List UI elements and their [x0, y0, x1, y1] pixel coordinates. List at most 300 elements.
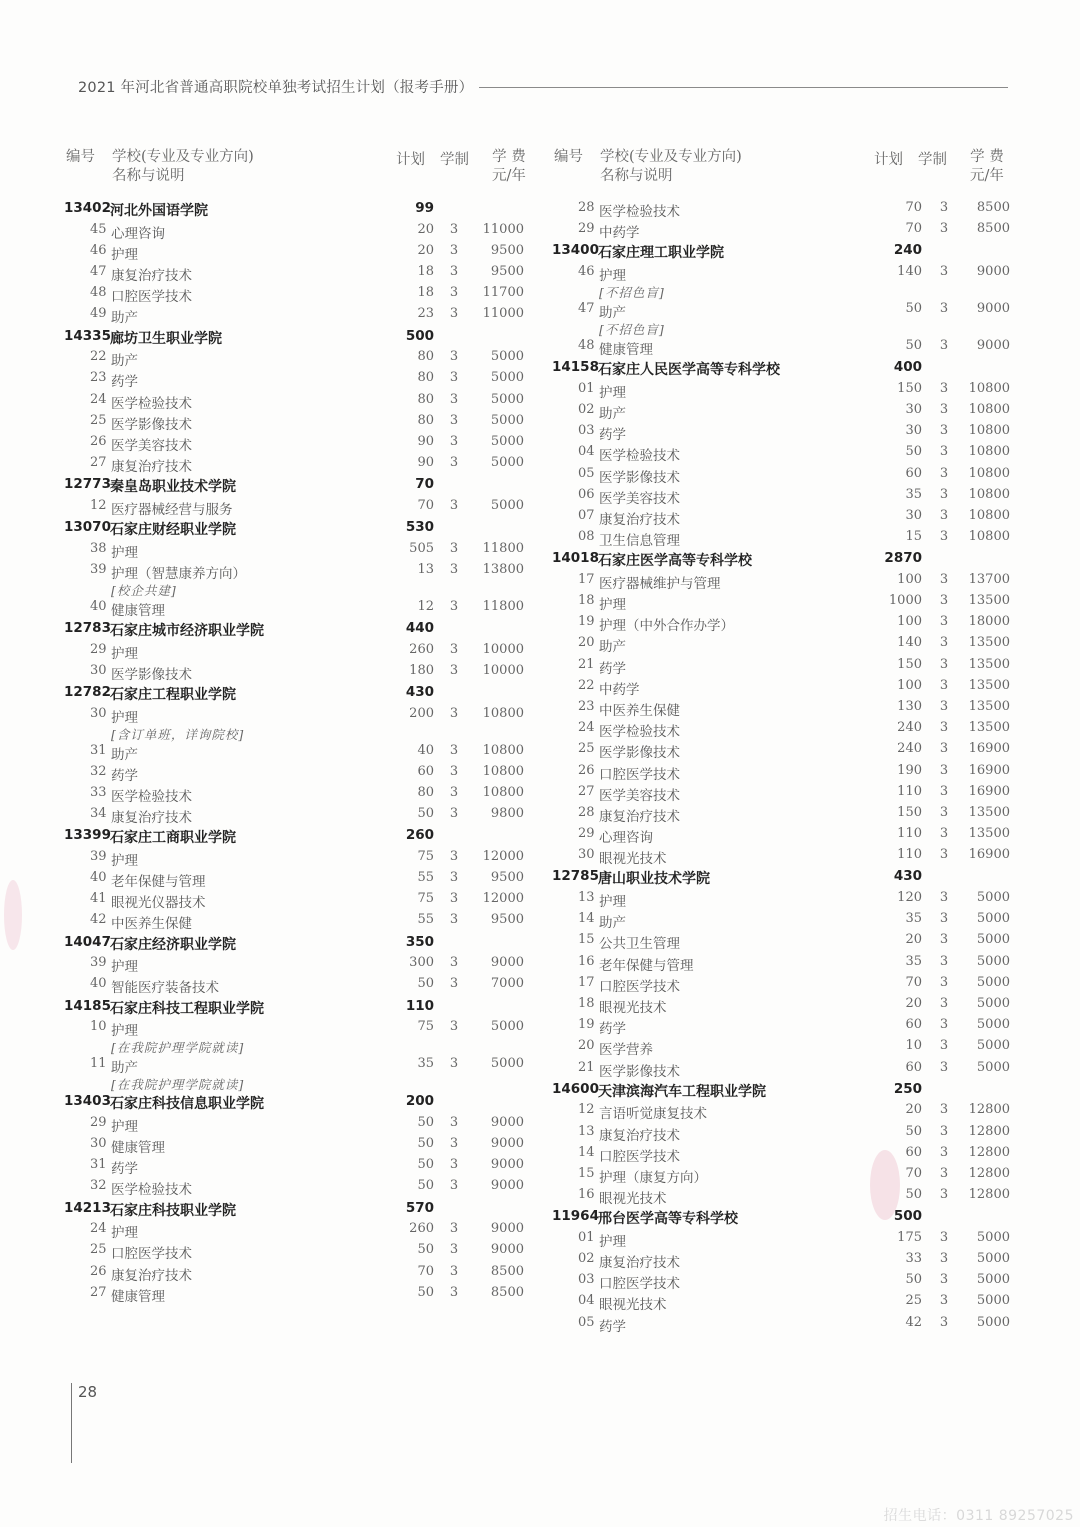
major-row: [64, 1019, 536, 1056]
major-plan: 120: [897, 890, 922, 906]
major-name: 助产: [599, 304, 626, 321]
major-code: 26: [578, 762, 595, 778]
major-row: [552, 1017, 1022, 1038]
scan-stain: [870, 1150, 900, 1220]
major-name: 医学美容技术: [599, 787, 680, 804]
major-row: [64, 392, 536, 413]
major-code: 29: [578, 221, 595, 237]
major-fee: 7000: [490, 976, 524, 992]
major-code: 19: [578, 614, 595, 630]
major-name: 护理: [111, 709, 138, 726]
major-code: 28: [578, 200, 595, 215]
major-years: 3: [449, 763, 459, 779]
major-name: 口腔医学技术: [599, 1276, 680, 1293]
major-name: 康复治疗技术: [599, 511, 680, 528]
major-name: 助产: [111, 310, 138, 327]
major-name: 健康管理: [111, 1140, 165, 1156]
major-code: 14: [578, 911, 595, 927]
major-fee: 9000: [976, 300, 1010, 316]
major-name: 中医养生保健: [599, 702, 680, 719]
major-plan: 55: [417, 870, 434, 886]
major-code: 39: [90, 561, 107, 577]
major-fee: 8500: [490, 1284, 524, 1300]
major-fee: 5000: [976, 932, 1010, 948]
major-code: 18: [578, 593, 595, 609]
school-code: 13403: [64, 1093, 111, 1110]
major-plan: 18: [417, 285, 434, 301]
major-row: [64, 891, 536, 912]
school-total-plan: 260: [405, 827, 434, 844]
major-code: 08: [578, 529, 595, 545]
school-total-plan: 440: [405, 620, 434, 636]
header-name: 学校(专业及专业方向) 名称与说明: [600, 149, 742, 184]
major-name: 护理: [111, 1118, 138, 1135]
major-name: 护理: [111, 1023, 138, 1040]
major-fee: 16900: [968, 741, 1010, 757]
major-row: [64, 1136, 536, 1157]
major-years: 3: [939, 656, 949, 672]
major-code: 39: [90, 955, 107, 971]
major-name: 医学影像技术: [111, 416, 192, 433]
major-row: [64, 764, 536, 785]
school-total-plan: 350: [405, 933, 434, 950]
major-name: 医学营养: [599, 1042, 653, 1059]
major-fee: 5000: [976, 1251, 1010, 1267]
school-name: 石家庄科技工程职业学院: [110, 1000, 264, 1017]
major-name: 健康管理: [599, 341, 653, 358]
major-name: 护理: [111, 246, 138, 263]
major-plan: 300: [409, 955, 434, 971]
major-fee: 5000: [490, 370, 524, 386]
school-total-plan: 2870: [884, 550, 922, 567]
major-row: [552, 741, 1022, 762]
major-code: 04: [578, 444, 595, 460]
major-plan: 50: [417, 1178, 434, 1194]
school-row: [64, 934, 536, 956]
major-name: 卫生信息管理: [599, 533, 680, 550]
major-fee: 8500: [976, 221, 1010, 237]
major-name: 护理: [599, 267, 626, 284]
major-code: 32: [90, 763, 107, 779]
school-total-plan: 500: [893, 1208, 922, 1225]
major-fee: 13800: [482, 561, 524, 577]
school-code: 14158: [552, 359, 599, 376]
major-plan: 60: [905, 1017, 922, 1033]
major-years: 3: [449, 806, 459, 822]
major-fee: 13500: [968, 635, 1010, 651]
major-years: 3: [939, 974, 949, 990]
major-name: 公共卫生管理: [599, 936, 680, 953]
major-plan: 110: [897, 783, 922, 799]
major-row: [64, 306, 536, 327]
major-years: 3: [939, 614, 949, 630]
major-row: [64, 562, 536, 599]
school-row: [552, 868, 1022, 890]
major-years: 3: [939, 804, 949, 820]
major-name: 护理: [111, 544, 138, 561]
major-years: 3: [449, 412, 459, 428]
major-row: [64, 455, 536, 476]
school-name: 石家庄工程职业学院: [110, 686, 236, 703]
school-row: [64, 476, 536, 498]
major-fee: 16900: [968, 783, 1010, 799]
major-fee: 10800: [968, 380, 1010, 396]
major-name: 医学检验技术: [111, 395, 192, 412]
major-plan: 30: [905, 423, 922, 439]
major-fee: 10000: [482, 641, 524, 657]
major-code: 32: [90, 1178, 107, 1194]
school-code: 12783: [64, 620, 111, 636]
major-code: 47: [90, 263, 107, 279]
major-plan: 190: [897, 762, 922, 778]
major-fee: 12800: [968, 1165, 1010, 1181]
major-years: 3: [939, 698, 949, 714]
major-years: 3: [939, 996, 949, 1011]
major-plan: 130: [897, 698, 922, 714]
major-plan: 55: [417, 912, 434, 928]
major-name: 护理: [111, 1225, 138, 1242]
school-code: 12785: [552, 868, 599, 885]
major-row: [64, 663, 536, 684]
major-code: 11: [90, 1056, 107, 1072]
major-code: 14: [578, 1144, 595, 1160]
major-row: [64, 1157, 536, 1178]
major-row: [64, 870, 536, 891]
major-row: [64, 1221, 536, 1242]
right-column: [552, 146, 1022, 1336]
major-code: 15: [578, 932, 595, 948]
major-fee: 11000: [482, 221, 524, 237]
header-rule: [479, 87, 1008, 88]
major-row: [552, 699, 1022, 720]
major-name: 口腔医学技术: [599, 978, 680, 995]
major-name: 眼视光技术: [599, 1191, 667, 1208]
school-name: 石家庄人民医学高等专科学校: [598, 362, 780, 379]
major-name: 眼视光技术: [599, 1297, 667, 1314]
major-code: 46: [90, 242, 107, 258]
school-code: 13399: [64, 827, 111, 844]
major-years: 3: [939, 571, 949, 587]
major-plan: 33: [905, 1251, 922, 1267]
major-name: 医学影像技术: [599, 469, 680, 486]
major-code: 18: [578, 996, 595, 1011]
school-total-plan: 250: [893, 1080, 922, 1097]
major-plan: 90: [417, 433, 434, 449]
major-name: 护理（智慧康养方向）: [111, 565, 246, 582]
major-row: [64, 849, 536, 870]
major-plan: 505: [409, 540, 434, 556]
major-plan: 20: [905, 996, 922, 1011]
major-row: [552, 529, 1022, 550]
major-code: 27: [578, 783, 595, 799]
major-code: 27: [90, 1284, 107, 1300]
header-fee: 学 费 元/年: [492, 149, 526, 184]
major-years: 3: [939, 1314, 949, 1330]
major-years: 3: [449, 370, 459, 386]
major-plan: 175: [897, 1229, 922, 1245]
school-name: 石家庄医学高等专科学校: [598, 553, 752, 570]
major-name: 医学影像技术: [111, 666, 192, 683]
major-row: [552, 402, 1022, 423]
major-name: 医学影像技术: [599, 745, 680, 762]
major-row: [64, 1115, 536, 1136]
major-plan: 50: [417, 806, 434, 822]
major-years: 3: [939, 200, 949, 215]
major-code: 07: [578, 507, 595, 523]
major-code: 30: [90, 662, 107, 678]
major-name: 助产: [111, 353, 138, 370]
major-code: 23: [90, 370, 107, 386]
major-code: 25: [90, 412, 107, 428]
major-fee: 5000: [490, 412, 524, 428]
major-fee: 9000: [490, 955, 524, 971]
major-fee: 13500: [968, 593, 1010, 609]
major-years: 3: [939, 677, 949, 693]
major-fee: 5000: [490, 433, 524, 449]
major-row: [552, 932, 1022, 953]
header-fee: 学 费 元/年: [970, 149, 1004, 184]
major-fee: 13500: [968, 720, 1010, 736]
major-name: 药学: [599, 1021, 626, 1038]
left-column: [64, 146, 536, 1306]
major-name: 医学美容技术: [599, 490, 680, 507]
major-row: [552, 466, 1022, 487]
major-name: 护理: [111, 959, 138, 976]
major-plan: 150: [897, 804, 922, 820]
major-row: [552, 1315, 1022, 1336]
major-name: 护理: [111, 852, 138, 869]
major-years: 3: [449, 1019, 459, 1035]
major-plan: 50: [417, 1157, 434, 1173]
header-years: 学制: [440, 152, 469, 168]
major-fee: 5000: [976, 1038, 1010, 1054]
major-fee: 11000: [482, 306, 524, 322]
major-plan: 50: [417, 1114, 434, 1130]
major-years: 3: [939, 720, 949, 736]
major-name: 助产: [111, 746, 138, 763]
major-plan: 20: [417, 242, 434, 258]
major-row: [552, 444, 1022, 465]
school-row: [64, 998, 536, 1020]
school-row: [64, 1200, 536, 1222]
major-years: 3: [449, 641, 459, 657]
major-fee: 9000: [490, 1136, 524, 1151]
school-name: 石家庄经济职业学院: [110, 936, 236, 953]
major-years: 3: [939, 932, 949, 948]
major-row: [552, 1038, 1022, 1059]
school-row: [64, 827, 536, 849]
major-code: 25: [90, 1242, 107, 1258]
major-years: 3: [449, 891, 459, 907]
major-row: [64, 976, 536, 997]
major-fee: 10800: [968, 529, 1010, 545]
major-fee: 10800: [968, 507, 1010, 523]
major-fee: 13500: [968, 698, 1010, 714]
major-years: 3: [449, 598, 459, 614]
major-code: 02: [578, 1251, 595, 1267]
major-code: 01: [578, 1229, 595, 1245]
school-code: 14335: [64, 327, 111, 344]
major-note: [在我院护理学院就读]: [111, 1077, 245, 1093]
major-row: [552, 805, 1022, 826]
major-years: 3: [939, 847, 949, 863]
major-name: 医学美容技术: [111, 437, 192, 454]
major-plan: 75: [417, 1019, 434, 1035]
major-fee: 5000: [490, 1056, 524, 1072]
school-row: [64, 200, 536, 222]
major-fee: 11800: [482, 598, 524, 614]
major-row: [552, 1230, 1022, 1251]
major-code: 29: [90, 1114, 107, 1130]
major-plan: 260: [409, 1221, 434, 1237]
major-code: 45: [90, 221, 107, 237]
major-note: [不招色盲]: [599, 321, 665, 337]
major-years: 3: [449, 221, 459, 237]
school-code: 13402: [64, 200, 111, 216]
major-fee: 5000: [490, 391, 524, 407]
major-code: 40: [90, 870, 107, 886]
major-name: 医学影像技术: [599, 1063, 680, 1080]
major-plan: 80: [417, 370, 434, 386]
major-code: 05: [578, 1314, 595, 1330]
major-row: [552, 763, 1022, 784]
major-row: [64, 1242, 536, 1263]
major-name: 医疗器械维护与管理: [599, 575, 721, 592]
major-name: 健康管理: [111, 1288, 165, 1305]
major-code: 12: [90, 497, 107, 513]
major-plan: 70: [905, 1165, 922, 1181]
major-fee: 9000: [490, 1242, 524, 1258]
major-fee: 5000: [490, 349, 524, 365]
major-fee: 9000: [490, 1178, 524, 1194]
major-fee: 9000: [490, 1221, 524, 1237]
major-plan: 20: [417, 221, 434, 237]
major-name: 口腔医学技术: [111, 1246, 192, 1263]
major-row: [64, 285, 536, 306]
major-row: [552, 221, 1022, 242]
major-plan: 70: [417, 497, 434, 513]
major-code: 46: [578, 263, 595, 279]
school-code: 12773: [64, 476, 111, 493]
major-row: [64, 413, 536, 434]
major-code: 16: [578, 1187, 595, 1203]
major-plan: 35: [905, 953, 922, 969]
major-note: [不招色盲]: [599, 284, 665, 300]
header-plan: 计划: [874, 152, 903, 168]
major-fee: 5000: [976, 1314, 1010, 1330]
major-name: 医学检验技术: [599, 724, 680, 741]
major-fee: 9000: [490, 1157, 524, 1173]
school-total-plan: 570: [405, 1199, 434, 1216]
major-fee: 5000: [976, 974, 1010, 990]
major-row: [64, 541, 536, 562]
school-code: 14185: [64, 997, 111, 1014]
major-plan: 50: [905, 1272, 922, 1288]
header-code: 编号: [554, 149, 583, 165]
major-plan: 240: [897, 720, 922, 736]
major-plan: 80: [417, 412, 434, 428]
major-row: [552, 1102, 1022, 1123]
major-years: 3: [939, 401, 949, 417]
major-row: [64, 912, 536, 933]
major-years: 3: [449, 349, 459, 365]
major-fee: 13500: [968, 826, 1010, 842]
major-code: 21: [578, 656, 595, 672]
major-name: 康复治疗技术: [599, 808, 680, 825]
major-plan: 140: [897, 635, 922, 651]
major-name: 康复治疗技术: [111, 267, 192, 284]
major-code: 31: [90, 742, 107, 758]
major-fee: 9500: [490, 912, 524, 928]
major-code: 22: [578, 677, 595, 693]
major-code: 27: [90, 455, 107, 471]
major-row: [552, 1187, 1022, 1208]
major-fee: 12000: [482, 848, 524, 864]
major-plan: 100: [897, 614, 922, 630]
major-name: 医学检验技术: [111, 788, 192, 805]
major-years: 3: [449, 1114, 459, 1130]
major-fee: 10800: [968, 444, 1010, 460]
major-row: [552, 1272, 1022, 1293]
major-years: 3: [449, 242, 459, 258]
major-code: 28: [578, 804, 595, 820]
major-code: 24: [578, 720, 595, 736]
major-plan: 18: [417, 263, 434, 279]
major-years: 3: [939, 890, 949, 906]
major-plan: 35: [417, 1056, 434, 1072]
school-code: 13400: [552, 242, 599, 259]
major-years: 3: [939, 221, 949, 237]
school-name: 天津滨海汽车工程职业学院: [598, 1083, 766, 1100]
school-name: 秦皇岛职业技术学院: [110, 479, 236, 496]
school-row: [64, 328, 536, 350]
major-years: 3: [939, 1272, 949, 1288]
major-plan: 80: [417, 784, 434, 800]
major-name: 康复治疗技术: [111, 810, 192, 827]
school-name: 石家庄工商职业学院: [110, 830, 236, 847]
major-code: 29: [578, 826, 595, 842]
major-code: 22: [90, 349, 107, 365]
major-fee: 10800: [968, 486, 1010, 502]
major-name: 医学检验技术: [599, 448, 680, 465]
major-code: 33: [90, 784, 107, 800]
major-name: 老年保健与管理: [599, 957, 694, 974]
major-fee: 9000: [976, 263, 1010, 279]
major-code: 38: [90, 540, 107, 556]
major-name: 医疗器械经营与服务: [111, 501, 233, 518]
major-name: 护理: [599, 597, 626, 614]
major-plan: 260: [409, 641, 434, 657]
major-years: 3: [449, 433, 459, 449]
major-code: 40: [90, 976, 107, 992]
school-name: 邢台医学高等专科学校: [598, 1211, 738, 1228]
major-fee: 10800: [482, 705, 524, 721]
right-table-body: [552, 200, 1022, 1336]
school-name: 河北外国语学院: [110, 203, 208, 219]
school-row: [64, 620, 536, 642]
major-row: [552, 1293, 1022, 1314]
major-row: [552, 338, 1022, 359]
major-fee: 10800: [968, 465, 1010, 481]
major-row: [64, 498, 536, 519]
major-years: 3: [939, 783, 949, 799]
major-plan: 70: [905, 200, 922, 215]
major-fee: 5000: [976, 890, 1010, 906]
school-row: [552, 550, 1022, 572]
major-code: 47: [578, 300, 595, 316]
major-plan: 100: [897, 571, 922, 587]
major-years: 3: [939, 300, 949, 316]
